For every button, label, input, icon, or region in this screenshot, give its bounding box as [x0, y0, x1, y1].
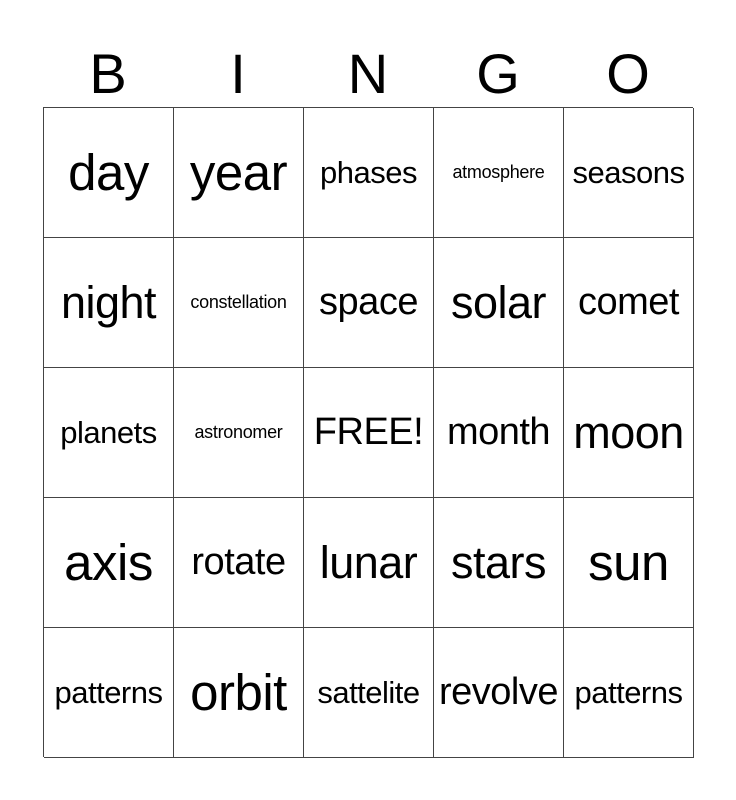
bingo-cell[interactable]: space: [304, 238, 434, 368]
bingo-cell[interactable]: patterns: [44, 628, 174, 758]
bingo-header: [43, 40, 693, 108]
bingo-cell[interactable]: planets: [44, 368, 174, 498]
header-letter-n: N: [347, 42, 389, 105]
header-letter-i: I: [230, 42, 246, 105]
bingo-cell[interactable]: stars: [434, 498, 564, 628]
bingo-cell[interactable]: month: [434, 368, 564, 498]
bingo-cell[interactable]: atmosphere: [434, 108, 564, 238]
bingo-cell[interactable]: night: [44, 238, 174, 368]
bingo-cell[interactable]: sun: [564, 498, 694, 628]
bingo-cell[interactable]: moon: [564, 368, 694, 498]
bingo-cell[interactable]: patterns: [564, 628, 694, 758]
bingo-cell[interactable]: axis: [44, 498, 174, 628]
bingo-cell[interactable]: constellation: [174, 238, 304, 368]
bingo-cell[interactable]: comet: [564, 238, 694, 368]
bingo-cell[interactable]: rotate: [174, 498, 304, 628]
bingo-cell[interactable]: seasons: [564, 108, 694, 238]
bingo-cell[interactable]: revolve: [434, 628, 564, 758]
bingo-cell[interactable]: solar: [434, 238, 564, 368]
bingo-cell[interactable]: sattelite: [304, 628, 434, 758]
bingo-cell[interactable]: phases: [304, 108, 434, 238]
bingo-cell[interactable]: lunar: [304, 498, 434, 628]
header-letter-g: G: [476, 42, 520, 105]
bingo-cell[interactable]: orbit: [174, 628, 304, 758]
header-letter-o: O: [606, 42, 650, 105]
bingo-cell[interactable]: astronomer: [174, 368, 304, 498]
bingo-cell[interactable]: day: [44, 108, 174, 238]
free-space-cell[interactable]: FREE!: [304, 368, 434, 498]
header-letter-b: B: [89, 42, 127, 105]
bingo-cell[interactable]: year: [174, 108, 304, 238]
bingo-grid: [43, 107, 693, 757]
